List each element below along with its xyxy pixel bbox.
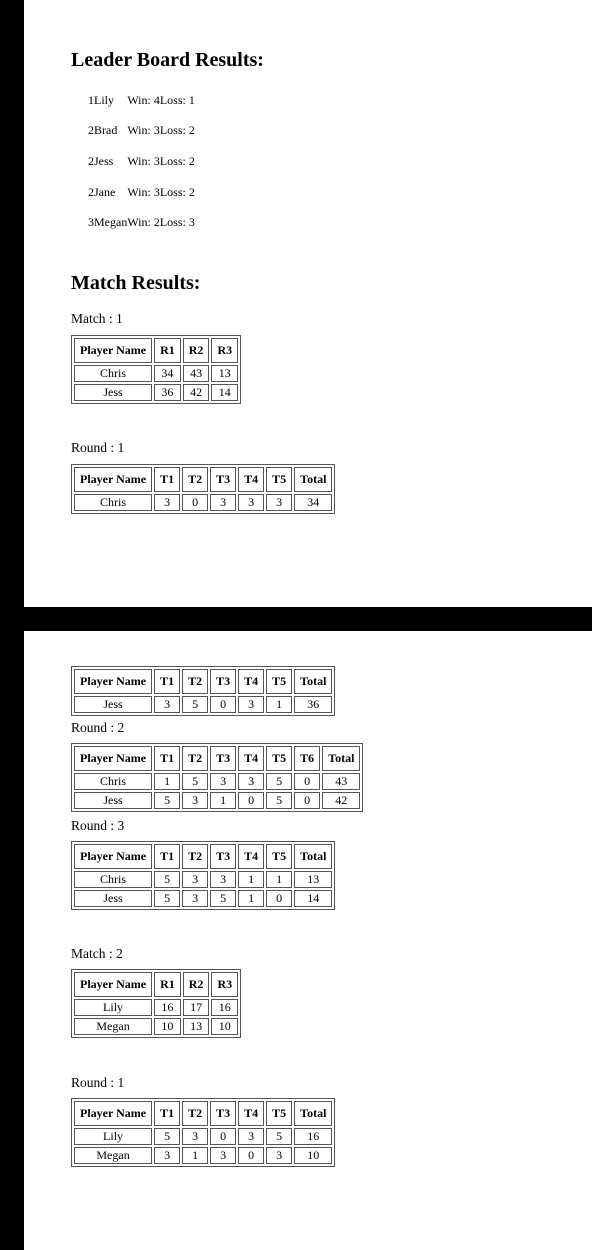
cell: 1 xyxy=(182,1147,208,1164)
col-t1: T1 xyxy=(154,669,180,694)
cell: Lily xyxy=(74,999,152,1016)
match-1-round-3-label: Round : 3 xyxy=(71,818,125,833)
player-name: Lily xyxy=(94,92,114,107)
cell: 0 xyxy=(294,773,320,790)
player-name: Jane xyxy=(94,184,116,199)
cell: 14 xyxy=(294,890,332,907)
cell: 0 xyxy=(182,494,208,511)
cell: 3 xyxy=(154,494,180,511)
match-1-round-1-table-part-2 xyxy=(71,666,335,716)
cell: 0 xyxy=(238,1147,264,1164)
cell: 3 xyxy=(266,1147,292,1164)
cell: 1 xyxy=(266,871,292,888)
cell: 43 xyxy=(322,773,360,790)
win-count: Win: 3 xyxy=(127,184,160,199)
cell: 5 xyxy=(266,1128,292,1145)
table-row xyxy=(74,792,360,809)
table-row xyxy=(74,384,238,401)
leaderboard-row xyxy=(71,85,195,116)
col-total: Total xyxy=(294,669,332,694)
cell: Jess xyxy=(74,890,152,907)
col-r2: R2 xyxy=(183,338,210,363)
col-t3: T3 xyxy=(210,669,236,694)
leaderboard-row xyxy=(71,207,195,238)
match-1-round-1-label: Round : 1 xyxy=(71,440,125,455)
col-r1: R1 xyxy=(154,972,181,997)
match-1-summary-table xyxy=(71,335,241,404)
cell: Lily xyxy=(74,1128,152,1145)
col-t1: T1 xyxy=(154,844,180,869)
cell: 16 xyxy=(294,1128,332,1145)
page-2 xyxy=(24,631,592,1250)
cell: 1 xyxy=(154,773,180,790)
col-total: Total xyxy=(294,467,332,492)
cell: Jess xyxy=(74,792,152,809)
leaderboard-title: Leader Board Results: xyxy=(71,49,264,71)
cell: Chris xyxy=(74,494,152,511)
table-header-row xyxy=(74,467,332,492)
cell: 3 xyxy=(238,773,264,790)
table-header-row xyxy=(74,1101,332,1126)
cell: Chris xyxy=(74,773,152,790)
cell: 3 xyxy=(238,696,264,713)
rank: 2 xyxy=(88,184,94,199)
table-row xyxy=(74,890,332,907)
table-header-row xyxy=(74,844,332,869)
cell: Jess xyxy=(74,384,152,401)
match-1-round-2-label: Round : 2 xyxy=(71,720,125,735)
col-t4: T4 xyxy=(238,746,264,771)
rank: 2 xyxy=(88,153,94,168)
leaderboard-table xyxy=(71,85,195,238)
col-total: Total xyxy=(294,844,332,869)
col-player-name: Player Name xyxy=(74,338,152,363)
col-total: Total xyxy=(294,1101,332,1126)
cell: 3 xyxy=(154,1147,180,1164)
match-2-label: Match : 2 xyxy=(71,946,123,961)
player-name: Brad xyxy=(94,123,118,138)
cell: 17 xyxy=(183,999,210,1016)
col-t4: T4 xyxy=(238,669,264,694)
match-1-round-1-table-part-1 xyxy=(71,464,335,514)
col-t5: T5 xyxy=(266,467,292,492)
cell: 13 xyxy=(183,1018,210,1035)
page-1 xyxy=(24,0,592,607)
cell: 1 xyxy=(238,890,264,907)
cell: 3 xyxy=(210,773,236,790)
cell: 1 xyxy=(238,871,264,888)
win-count: Win: 2 xyxy=(127,215,160,230)
win-count: Win: 3 xyxy=(127,153,160,168)
col-t5: T5 xyxy=(266,844,292,869)
table-header-row xyxy=(74,746,360,771)
loss-count: Loss: 2 xyxy=(159,184,195,199)
cell: 5 xyxy=(154,1128,180,1145)
cell: 5 xyxy=(182,696,208,713)
col-player-name: Player Name xyxy=(74,669,152,694)
col-total: Total xyxy=(322,746,360,771)
col-r2: R2 xyxy=(183,972,210,997)
col-t3: T3 xyxy=(210,1101,236,1126)
col-t4: T4 xyxy=(238,467,264,492)
cell: Megan xyxy=(74,1147,152,1164)
table-row xyxy=(74,1147,332,1164)
col-t3: T3 xyxy=(210,746,236,771)
cell: 5 xyxy=(154,890,180,907)
cell: 0 xyxy=(294,792,320,809)
table-row xyxy=(74,999,238,1016)
cell: 5 xyxy=(154,792,180,809)
table-row xyxy=(74,365,238,382)
cell: 5 xyxy=(266,792,292,809)
loss-count: Loss: 2 xyxy=(159,123,195,138)
col-t4: T4 xyxy=(238,1101,264,1126)
col-r1: R1 xyxy=(154,338,181,363)
win-count: Win: 4 xyxy=(127,92,160,107)
leaderboard-row xyxy=(71,177,195,208)
match-2-summary-table xyxy=(71,969,241,1038)
cell: 42 xyxy=(322,792,360,809)
cell: 3 xyxy=(238,494,264,511)
cell: 3 xyxy=(210,1147,236,1164)
col-t2: T2 xyxy=(182,669,208,694)
col-t4: T4 xyxy=(238,844,264,869)
col-t1: T1 xyxy=(154,746,180,771)
cell: 3 xyxy=(238,1128,264,1145)
match-2-round-1-table xyxy=(71,1098,335,1167)
rank: 1 xyxy=(88,92,94,107)
cell: 34 xyxy=(154,365,181,382)
match-1-round-2-table xyxy=(71,743,363,812)
cell: 13 xyxy=(294,871,332,888)
cell: 5 xyxy=(154,871,180,888)
cell: 10 xyxy=(294,1147,332,1164)
col-t1: T1 xyxy=(154,467,180,492)
col-t2: T2 xyxy=(182,844,208,869)
cell: 42 xyxy=(183,384,210,401)
cell: 3 xyxy=(182,871,208,888)
cell: 3 xyxy=(182,792,208,809)
table-row xyxy=(74,494,332,511)
table-row xyxy=(74,1128,332,1145)
cell: 1 xyxy=(266,696,292,713)
match-results-title: Match Results: xyxy=(71,272,201,294)
cell: 3 xyxy=(182,1128,208,1145)
table-row xyxy=(74,773,360,790)
col-t2: T2 xyxy=(182,467,208,492)
table-header-row xyxy=(74,972,238,997)
rank: 3 xyxy=(88,215,94,230)
cell: 5 xyxy=(210,890,236,907)
cell: 3 xyxy=(210,494,236,511)
cell: Chris xyxy=(74,871,152,888)
cell: Jess xyxy=(74,696,152,713)
leaderboard-row xyxy=(71,116,195,147)
cell: 14 xyxy=(211,384,238,401)
cell: 43 xyxy=(183,365,210,382)
cell: 10 xyxy=(154,1018,181,1035)
col-t3: T3 xyxy=(210,467,236,492)
cell: 0 xyxy=(238,792,264,809)
table-row xyxy=(74,1018,238,1035)
col-r3: R3 xyxy=(211,338,238,363)
cell: 5 xyxy=(182,773,208,790)
cell: 0 xyxy=(210,1128,236,1145)
cell: 36 xyxy=(154,384,181,401)
table-row xyxy=(74,871,332,888)
cell: 5 xyxy=(266,773,292,790)
col-t2: T2 xyxy=(182,746,208,771)
col-t3: T3 xyxy=(210,844,236,869)
col-player-name: Player Name xyxy=(74,467,152,492)
col-t6: T6 xyxy=(294,746,320,771)
cell: 34 xyxy=(294,494,332,511)
table-header-row xyxy=(74,338,238,363)
player-name: Megan xyxy=(94,215,128,230)
cell: 0 xyxy=(266,890,292,907)
cell: 16 xyxy=(211,999,238,1016)
col-player-name: Player Name xyxy=(74,746,152,771)
table-header-row xyxy=(74,669,332,694)
loss-count: Loss: 1 xyxy=(159,92,195,107)
cell: 3 xyxy=(266,494,292,511)
col-player-name: Player Name xyxy=(74,972,152,997)
rank: 2 xyxy=(88,123,94,138)
cell: 3 xyxy=(154,696,180,713)
cell: 13 xyxy=(211,365,238,382)
cell: 3 xyxy=(210,871,236,888)
col-t5: T5 xyxy=(266,1101,292,1126)
col-t2: T2 xyxy=(182,1101,208,1126)
col-t5: T5 xyxy=(266,746,292,771)
loss-count: Loss: 3 xyxy=(159,215,195,230)
leaderboard-row xyxy=(71,146,195,177)
cell: 36 xyxy=(294,696,332,713)
table-row xyxy=(74,696,332,713)
cell: 16 xyxy=(154,999,181,1016)
match-2-round-1-label: Round : 1 xyxy=(71,1075,125,1090)
cell: 3 xyxy=(182,890,208,907)
col-t5: T5 xyxy=(266,669,292,694)
cell: 1 xyxy=(210,792,236,809)
win-count: Win: 3 xyxy=(127,123,160,138)
cell: 0 xyxy=(210,696,236,713)
col-t1: T1 xyxy=(154,1101,180,1126)
player-name: Jess xyxy=(94,153,114,168)
loss-count: Loss: 2 xyxy=(159,153,195,168)
match-1-label: Match : 1 xyxy=(71,311,123,326)
col-player-name: Player Name xyxy=(74,844,152,869)
match-1-round-3-table xyxy=(71,841,335,910)
col-player-name: Player Name xyxy=(74,1101,152,1126)
col-r3: R3 xyxy=(211,972,238,997)
cell: Megan xyxy=(74,1018,152,1035)
cell: Chris xyxy=(74,365,152,382)
cell: 10 xyxy=(211,1018,238,1035)
